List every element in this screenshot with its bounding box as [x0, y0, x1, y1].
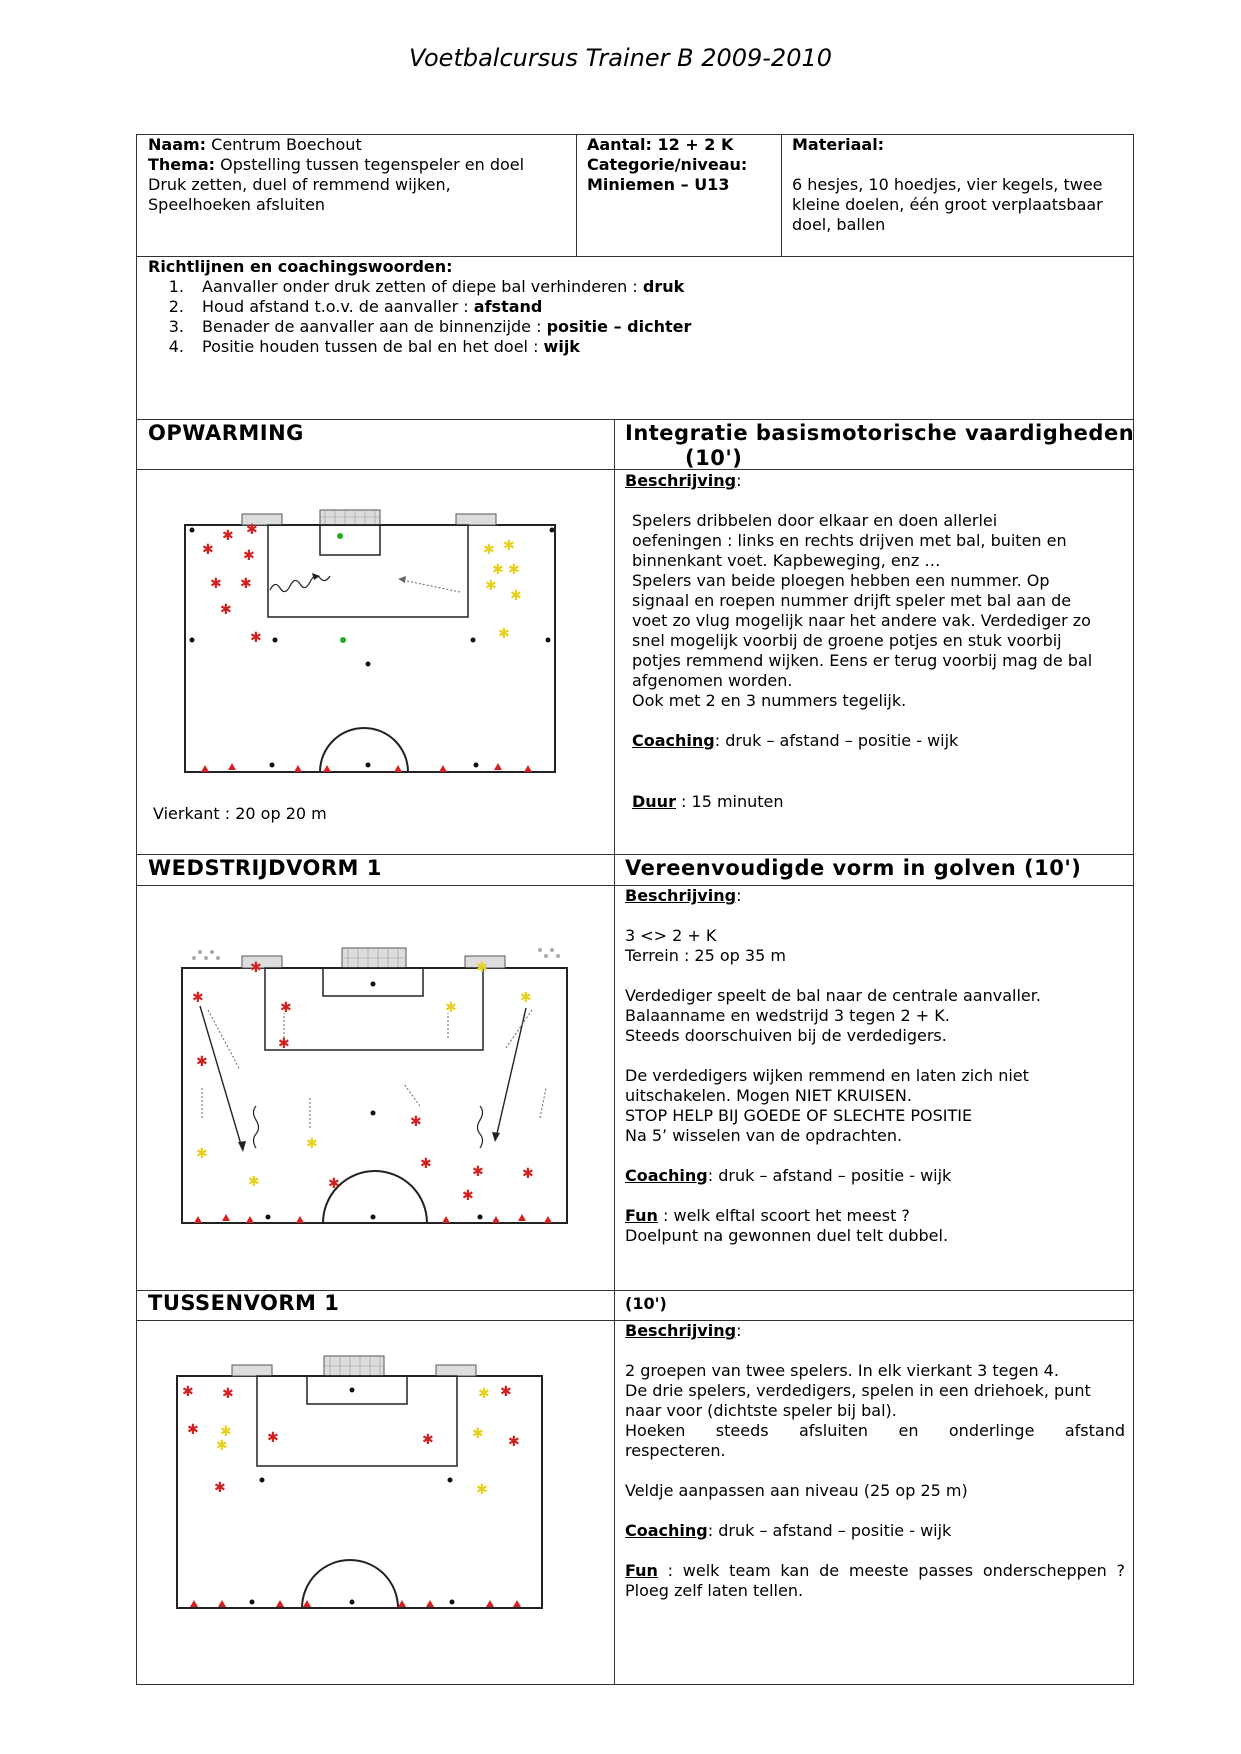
coaching-label: Coaching	[632, 731, 715, 750]
richtlijn-item: 1. Aanvaller onder druk zetten of diepe bal verhinderen : druk	[168, 277, 685, 296]
opwarming-text: Spelers dribbelen door elkaar en doen allerlei oefeningen : links en rechts drijven met bal, buiten en binnenkant voet. Kapbeweging, enz … Spelers van beide ploegen hebben een nummer. Op signaal en roepen nummer drijft speler met bal aan de voet zo vlug mogelijk naar het andere vak. Verdediger zo snel mogelijk voorbij de groene potjes en stuk voorbij potjes remmend wijken. Eens er terug voorbij mag de bal afgenomen worden. Ook met 2 en 3 nummers tegelijk. Coaching: druk – afstand – positie - wijk	[632, 511, 1093, 750]
svg-text:✱: ✱	[500, 1384, 512, 1400]
divider-richtlijnen-row	[136, 419, 1134, 420]
thema-field	[148, 155, 524, 175]
svg-text:✱: ✱	[196, 1146, 208, 1162]
materiaal-line-2: kleine doelen, één groot verplaatsbaar	[792, 195, 1103, 214]
beschrijving-label: Beschrijving	[625, 471, 737, 490]
beschrijving-label: Beschrijving	[625, 886, 737, 905]
thema-line-2: Druk zetten, duel of remmend wijken,	[148, 175, 451, 194]
svg-text:✱: ✱	[214, 1480, 226, 1496]
svg-text:✱: ✱	[420, 1156, 432, 1172]
richtlijn-item: 4. Positie houden tussen de bal en het doel : wijk	[168, 337, 580, 356]
naam-field	[148, 135, 362, 155]
svg-text:✱: ✱	[267, 1430, 279, 1446]
opwarming-title: OPWARMING	[148, 421, 304, 445]
tussenvorm-title: TUSSENVORM 1	[148, 1291, 340, 1315]
svg-text:✱: ✱	[248, 1174, 260, 1190]
wedstrijdvorm-description: Beschrijving: 3 <> 2 + K Terrein : 25 op 35 m Verdediger speelt de bal naar de centrale aanvaller. Balaanname en wedstrijd 3 tegen 2 + K. Steeds doorschuiven bij de verdedigers. De verdedigers wijken remmend en laten zich niet uitschakelen. Mogen NIET KRUISEN. STOP HELP BIJ GOEDE OF SLECHTE POSITIE Na 5’ wisselen van de opdrachten. Coaching: druk – afstand – positie - wijk Fun : welk elftal scoort het meest ? Doelpunt na gewonnen duel telt dubbel.	[625, 886, 1041, 1245]
materiaal-line-3: doel, ballen	[792, 215, 886, 234]
svg-text:✱: ✱	[182, 1384, 194, 1400]
svg-text:✱: ✱	[472, 1164, 484, 1180]
svg-text:✱: ✱	[250, 960, 262, 976]
aantal-field: Aantal: 12 + 2 K	[587, 135, 734, 154]
divider-opwarming-header	[136, 469, 1134, 470]
thema-label: Thema:	[148, 155, 216, 174]
svg-text:✱: ✱	[240, 576, 252, 592]
opwarming-field-diagram	[180, 500, 560, 780]
svg-text:✱: ✱	[422, 1432, 434, 1448]
svg-text:✱: ✱	[192, 990, 204, 1006]
svg-text:✱: ✱	[278, 1036, 290, 1052]
svg-text:✱: ✱	[476, 960, 488, 976]
richtlijn-item: 3. Benader de aanvaller aan de binnenzijde : positie – dichter	[168, 317, 692, 336]
svg-text:✱: ✱	[445, 1000, 457, 1016]
tussenvorm-field-diagram	[172, 1346, 552, 1616]
svg-text:✱: ✱	[472, 1426, 484, 1442]
svg-text:✱: ✱	[508, 1434, 520, 1450]
thema-line-3: Speelhoeken afsluiten	[148, 195, 326, 214]
svg-text:✱: ✱	[498, 626, 510, 642]
svg-text:✱: ✱	[210, 576, 222, 592]
svg-text:✱: ✱	[485, 578, 497, 594]
opwarming-subtitle-line1: Integratie basismotorische vaardigheden	[625, 421, 1135, 445]
opwarming-diagram-caption: Vierkant : 20 op 20 m	[153, 804, 327, 823]
svg-text:✱: ✱	[222, 1386, 234, 1402]
divider-col-aantal	[576, 134, 577, 256]
svg-text:✱: ✱	[410, 1114, 422, 1130]
opwarming-subtitle	[625, 421, 1135, 445]
richtlijnen-heading: Richtlijnen en coachingswoorden:	[148, 257, 453, 276]
tussenvorm-subtitle: (10')	[625, 1294, 667, 1313]
divider-col-description	[614, 419, 615, 1685]
fun-label: Fun	[625, 1206, 658, 1225]
coaching-label: Coaching	[625, 1166, 708, 1185]
page-title: Voetbalcursus Trainer B 2009-2010	[408, 44, 833, 72]
svg-text:✱: ✱	[478, 1386, 490, 1402]
svg-text:✱: ✱	[306, 1136, 318, 1152]
naam-value: Centrum Boechout	[206, 135, 362, 154]
opwarming-subtitle-line2: (10')	[685, 446, 743, 470]
coaching-label: Coaching	[625, 1521, 708, 1540]
svg-text:✱: ✱	[492, 562, 504, 578]
svg-text:✱: ✱	[216, 1438, 228, 1454]
svg-text:✱: ✱	[250, 630, 262, 646]
opwarming-duur: Duur : 15 minuten	[632, 792, 784, 811]
svg-text:✱: ✱	[222, 528, 234, 544]
richtlijnen-list	[148, 277, 691, 357]
svg-text:✱: ✱	[202, 542, 214, 558]
duur-label: Duur	[632, 792, 676, 811]
svg-text:✱: ✱	[220, 602, 232, 618]
svg-text:✱: ✱	[196, 1054, 208, 1070]
materiaal-line-1: 6 hesjes, 10 hoedjes, vier kegels, twee	[792, 175, 1103, 194]
svg-text:✱: ✱	[522, 1166, 534, 1182]
svg-text:✱: ✱	[462, 1188, 474, 1204]
wedstrijdvorm-subtitle: Vereenvoudigde vorm in golven (10')	[625, 856, 1082, 880]
svg-text:✱: ✱	[328, 1176, 340, 1192]
svg-text:✱: ✱	[476, 1482, 488, 1498]
wedstrijdvorm-title: WEDSTRIJDVORM 1	[148, 856, 382, 880]
svg-text:✱: ✱	[220, 1424, 232, 1440]
beschrijving-label: Beschrijving	[625, 1321, 737, 1340]
divider-wedstrijdvorm-row	[136, 854, 1134, 855]
svg-text:✱: ✱	[508, 562, 520, 578]
naam-label: Naam:	[148, 135, 207, 154]
materiaal-label: Materiaal:	[792, 135, 885, 154]
opwarming-description: Beschrijving:	[625, 471, 742, 490]
divider-col-materiaal	[781, 134, 782, 256]
svg-text:✱: ✱	[510, 588, 522, 604]
svg-text:✱: ✱	[503, 538, 515, 554]
thema-value: Opstelling tussen tegenspeler en doel	[215, 155, 525, 174]
svg-text:✱: ✱	[246, 522, 258, 538]
svg-text:✱: ✱	[243, 548, 255, 564]
fun-label: Fun	[625, 1561, 658, 1580]
categorie-label: Categorie/niveau:	[587, 155, 748, 174]
svg-text:✱: ✱	[187, 1422, 199, 1438]
tussenvorm-description: Beschrijving: 2 groepen van twee spelers. In elk vierkant 3 tegen 4. De drie spelers, verdedigers, spelen in een driehoek, punt naar voor (dichtste speler bij bal). Hoeken steeds afsluiten en onderlinge afstand respecteren. Veldje aanpassen aan niveau (25 op 25 m) Coaching: druk – afstand – positie - wijk Fun : welk team kan de meeste passes onderscheppen ? Ploeg zelf laten tellen.	[625, 1321, 1125, 1600]
richtlijn-item: 2. Houd afstand t.o.v. de aanvaller : afstand	[168, 297, 543, 316]
svg-text:✱: ✱	[520, 990, 532, 1006]
wedstrijdvorm-field-diagram	[180, 938, 580, 1238]
categorie-value: Miniemen – U13	[587, 175, 730, 194]
svg-text:✱: ✱	[280, 1000, 292, 1016]
svg-text:✱: ✱	[483, 542, 495, 558]
